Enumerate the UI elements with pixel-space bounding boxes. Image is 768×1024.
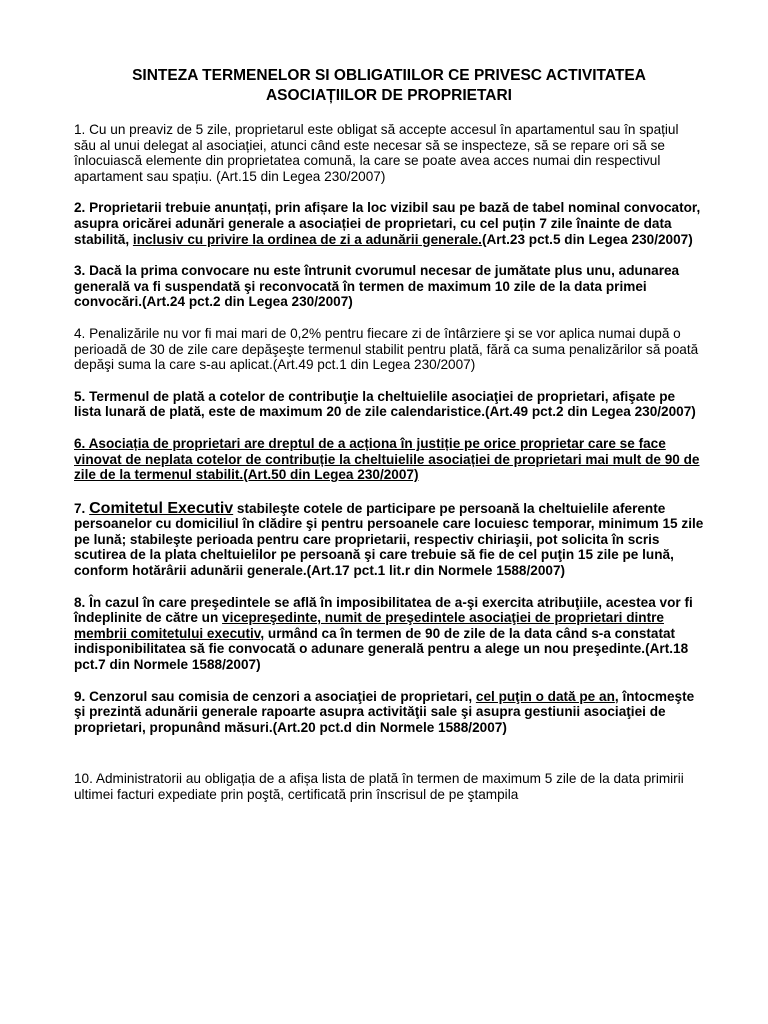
paragraph-8-underlined: vicepreşedinte, numit de preşedintele asociaţiei de proprietari dintre membrii comitetului executiv [74,610,664,641]
paragraph-8-rest: , urmând ca în termen de 90 de zile de la data când s-a constatat indisponibilitatea să fie convocată o adunare generală pentru a alege un nou preşedinte.(Art.18 pct.7 din Normele 1588/2007) [74,625,689,673]
paragraph-2-underlined: inclusiv cu privire la ordinea de zi a adunării generale. [132,231,482,247]
paragraph-2 [74,200,704,247]
paragraph-1: 1. Cu un preaviz de 5 zile, proprietarul este obligat să accepte accesul în apartamentul sau în spațiul său al unui delegat al asociației, atunci când este necesar să se inspecteze, să se repare ori să se înlocuiască elemente din proprietatea comună, la care se poate avea acces numai din respectivul apartament sau spațiu. (Art.15 din Legea 230/2007) [74,122,679,184]
paragraph-3: 3. Dacă la prima convocare nu este întrunit cvorumul necesar de jumătate plus unu, adunarea generală va fi suspendată şi reconvocată în termen de maximum 10 zile de la data primei convocări.(Art.24 pct.2 din Legea 230/2007) [74,263,680,310]
paragraph-8-text: 8. În cazul în care preşedintele se află în imposibilitatea de a-şi exercita atribuţiile, acestea vor fi îndeplinite de către un [74,594,693,626]
comitetul-executiv-highlight: Comitetul Executiv [89,499,234,517]
paragraph-9 [74,689,704,736]
paragraph-2-reference: (Art.23 pct.5 din Legea 230/2007) [481,231,693,247]
paragraph-7-number: 7. [74,500,90,516]
paragraph-8 [74,595,704,673]
paragraph-6: 6. Asociația de proprietari are dreptul de a acționa în justiție pe orice proprietar care se face vinovat de neplata cotelor de contribuție la cheltuielile asociației de proprietari mai mult de 90 de zile de la termenul stabilit.(Art.50 din Legea 230/2007) [74,435,700,483]
title-line-2: ASOCIAȚIILOR DE PROPRIETARI [265,87,512,104]
paragraph-9-underlined: cel puţin o dată pe an [475,688,615,704]
paragraph-10: 10. Administratorii au obligația de a afișa lista de plată în termen de maximum 5 zile de la data primirii ultimei facturi expediate prin poştă, certificată prin înscrisul de pe ştampila [74,771,684,802]
document-title [74,66,704,106]
paragraph-7 [74,501,704,579]
title-line-1: SINTEZA TERMENELOR SI OBLIGATIILOR CE PRIVESC ACTIVITATEA [132,67,646,84]
paragraph-4: 4. Penalizările nu vor fi mai mari de 0,2% pentru fiecare zi de întârziere şi se vor aplica numai după o perioadă de 30 de zile care depăşeşte termenul stabilit pentru plată, fără ca suma penalizărilor să poată depăşi suma la care s-au aplicat.(Art.49 pct.1 din Legea 230/2007) [74,325,699,373]
paragraph-7-text: stabileşte cotele de participare pe persoană la cheltuielile aferente persoanelor cu domiciliul în clădire şi pentru persoanele care locuiesc temporar, minimum 15 zile pe lună; stabileşte perioada pentru care proprietarii, respectiv chiriaşii, pot solicita în scris scutirea de la plata cheltuielilor pe persoană şi care trebuie să fie de cel puţin 15 zile pe lună, conform hotărârii adunării generale.(Art.17 pct.1 lit.r din Normele 1588/2007) [74,500,704,579]
paragraph-5: 5. Termenul de plată a cotelor de contribuţie la cheltuielile asociaţiei de proprietari, afişate pe lista lunară de plată, este de maximum 20 de zile calendaristice.(Art.49 pct.2 din Legea 230/2007) [74,388,696,420]
paragraph-2-text: 2. Proprietarii trebuie anunțați, prin afișare la loc vizibil sau pe bază de tabel nominal convocator, asupra oricărei adunări generale a asociației de proprietari, cu cel puțin 7 zile înainte de data stabilită, [74,200,701,247]
paragraph-9-text: 9. Cenzorul sau comisia de cenzori a asociaţiei de proprietari, [74,688,476,704]
paragraph-9-rest: , întocmeşte şi prezintă adunării generale rapoarte asupra activităţii sale şi asupra gestiunii asociaţiei de proprietari, propunând măsuri.(Art.20 pct.d din Normele 1588/2007) [74,688,695,735]
